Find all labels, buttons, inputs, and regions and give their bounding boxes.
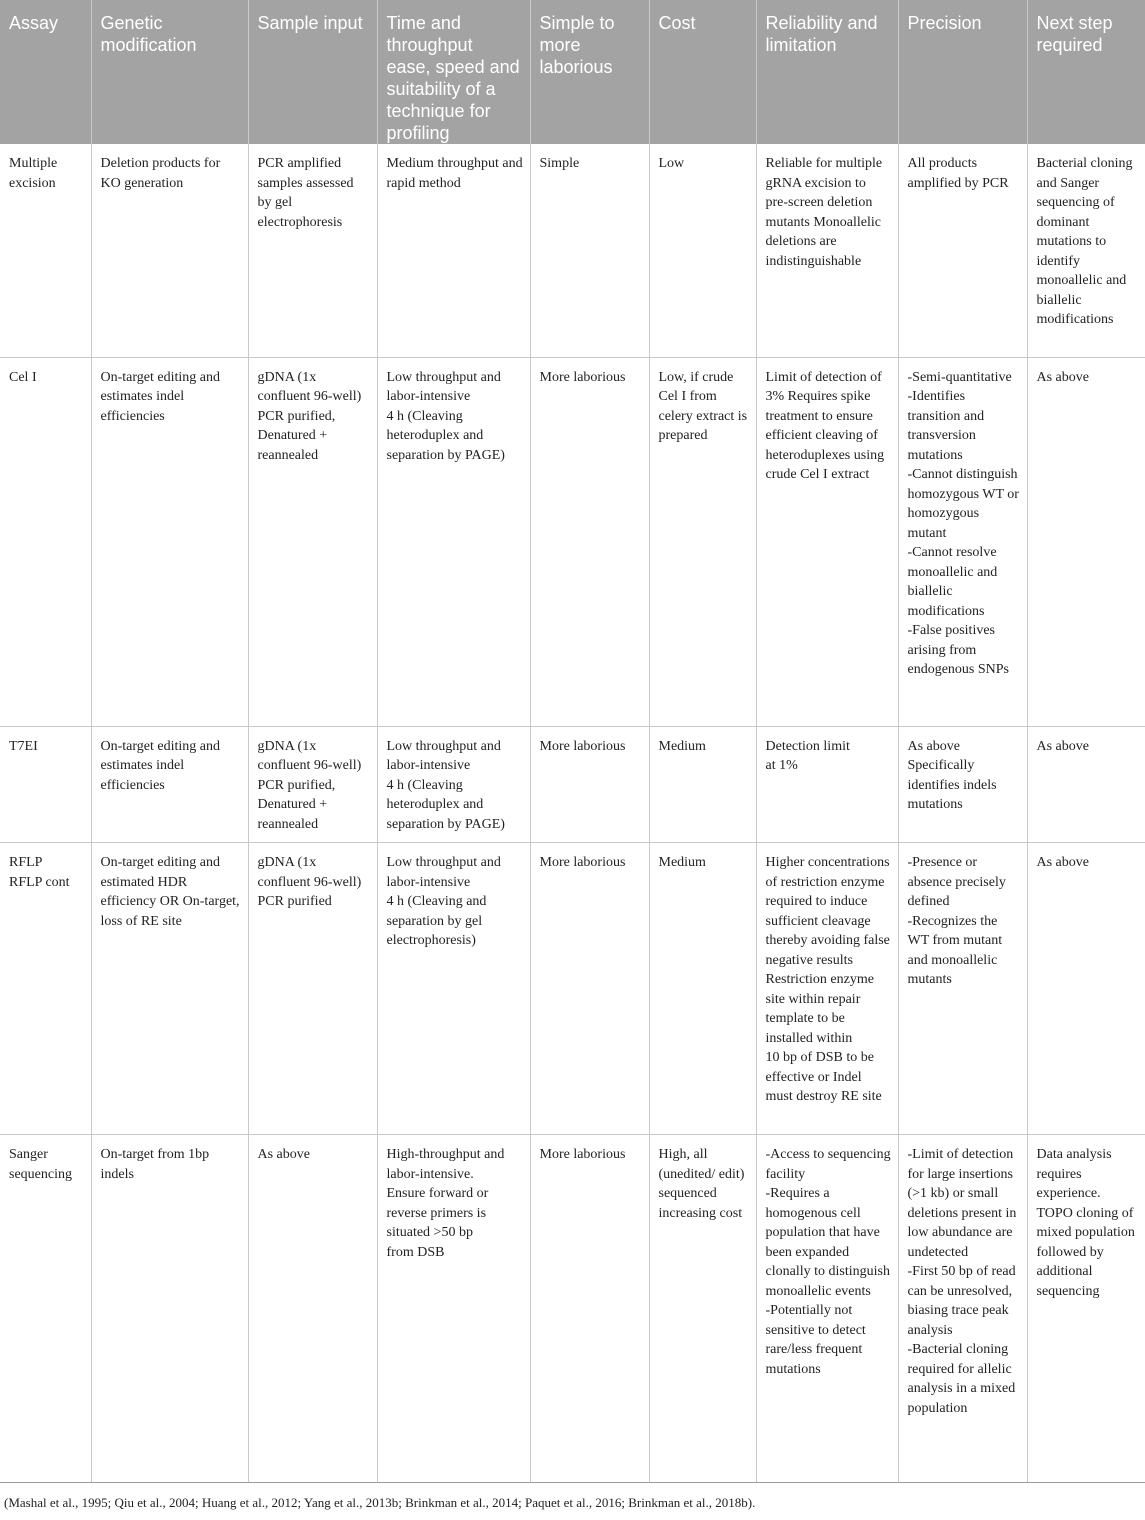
column-header-sample-input: Sample input	[248, 0, 377, 144]
cell-reliability: Limit of detection of 3% Requires spike treatment to ensure efficient cleaving of heteroduplexes using crude Cel I extract	[756, 357, 898, 726]
cell-reliability: Reliable for multiple gRNA excision to pre-screen deletion mutants Monoallelic deletions are indistinguishable	[756, 144, 898, 357]
cell-cost: Medium	[649, 726, 756, 843]
cell-time-throughput: High-throughput and labor-intensive. Ensure forward or reverse primers is situated >50 bp from DSB	[377, 1135, 530, 1483]
cell-precision: All products amplified by PCR	[898, 144, 1027, 357]
cell-time-throughput: Low throughput and labor-intensive 4 h (Cleaving and separation by gel electrophoresis)	[377, 843, 530, 1135]
cell-laboriousness: More laborious	[530, 357, 649, 726]
table-row	[0, 1135, 1145, 1483]
cell-next-step: As above	[1027, 726, 1145, 843]
column-header-precision: Precision	[898, 0, 1027, 144]
table-row	[0, 357, 1145, 726]
cell-laboriousness: More laborious	[530, 843, 649, 1135]
cell-reliability: Higher concentrations of restriction enzyme required to induce sufficient cleavage thereby avoiding false negative results Restriction enzyme site within repair template to be installed within 10 bp of DSB to be effective or Indel must destroy RE site	[756, 843, 898, 1135]
column-header-assay: Assay	[0, 0, 91, 144]
cell-assay: Sanger sequencing	[0, 1135, 91, 1483]
cell-assay: Multiple excision	[0, 144, 91, 357]
cell-genetic-modification: On-target editing and estimated HDR efficiency OR On-target, loss of RE site	[91, 843, 248, 1135]
column-header-genetic-modification: Genetic modification	[91, 0, 248, 144]
cell-genetic-modification: On-target from 1bp indels	[91, 1135, 248, 1483]
cell-sample-input: gDNA (1x confluent 96-well) PCR purified, Denatured + reannealed	[248, 357, 377, 726]
cell-sample-input: As above	[248, 1135, 377, 1483]
cell-precision: -Presence or absence precisely defined -Recognizes the WT from mutant and monoallelic mutants	[898, 843, 1027, 1135]
column-header-next-step: Next step required	[1027, 0, 1145, 144]
cell-time-throughput: Medium throughput and rapid method	[377, 144, 530, 357]
cell-next-step: As above	[1027, 357, 1145, 726]
cell-cost: Medium	[649, 843, 756, 1135]
cell-cost: High, all (unedited/ edit) sequenced increasing cost	[649, 1135, 756, 1483]
cell-reliability: Detection limit at 1%	[756, 726, 898, 843]
table-footnote: (Mashal et al., 1995; Qiu et al., 2004; Huang et al., 2012; Yang et al., 2013b; Brinkman et al., 2014; Paquet et al., 2016; Brinkman et al., 2018b).	[4, 1495, 756, 1510]
table-row	[0, 726, 1145, 843]
column-header-time-throughput: Time and throughput ease, speed and suitability of a technique for profiling	[377, 0, 530, 144]
cell-next-step: Bacterial cloning and Sanger sequencing of dominant mutations to identify monoallelic and biallelic modifications	[1027, 144, 1145, 357]
cell-precision: -Semi-quantitative -Identifies transition and transversion mutations -Cannot distinguish homozygous WT or homozygous mutant -Cannot resolve monoallelic and biallelic modifications -False positives arising from endogenous SNPs	[898, 357, 1027, 726]
cell-time-throughput: Low throughput and labor-intensive 4 h (Cleaving heteroduplex and separation by PAGE)	[377, 726, 530, 843]
table-body	[0, 144, 1145, 1483]
cell-precision: As above Specifically identifies indels mutations	[898, 726, 1027, 843]
cell-assay: Cel I	[0, 357, 91, 726]
table-row	[0, 144, 1145, 357]
cell-sample-input: gDNA (1x confluent 96-well) PCR purified	[248, 843, 377, 1135]
cell-precision: -Limit of detection for large insertions (>1 kb) or small deletions present in low abundance are undetected -First 50 bp of read can be unresolved, biasing trace peak analysis -Bacterial cloning required for allelic analysis in a mixed population	[898, 1135, 1027, 1483]
cell-laboriousness: More laborious	[530, 1135, 649, 1483]
table-header	[0, 0, 1145, 144]
cell-time-throughput: Low throughput and labor-intensive 4 h (Cleaving heteroduplex and separation by PAGE)	[377, 357, 530, 726]
table-row	[0, 843, 1145, 1135]
cell-assay: T7EI	[0, 726, 91, 843]
cell-genetic-modification: On-target editing and estimates indel efficiencies	[91, 357, 248, 726]
cell-laboriousness: Simple	[530, 144, 649, 357]
cell-genetic-modification: Deletion products for KO generation	[91, 144, 248, 357]
cell-cost: Low	[649, 144, 756, 357]
column-header-laboriousness: Simple to more laborious	[530, 0, 649, 144]
cell-cost: Low, if crude Cel I from celery extract is prepared	[649, 357, 756, 726]
column-header-cost: Cost	[649, 0, 756, 144]
cell-next-step: Data analysis requires experience. TOPO cloning of mixed population followed by additional sequencing	[1027, 1135, 1145, 1483]
cell-reliability: -Access to sequencing facility -Requires a homogenous cell population that have been expanded clonally to distinguish monoallelic events -Potentially not sensitive to detect rare/less frequent mutations	[756, 1135, 898, 1483]
cell-sample-input: gDNA (1x confluent 96-well) PCR purified, Denatured + reannealed	[248, 726, 377, 843]
column-header-reliability: Reliability and limitation	[756, 0, 898, 144]
cell-assay: RFLP RFLP cont	[0, 843, 91, 1135]
cell-next-step: As above	[1027, 843, 1145, 1135]
header-row	[0, 0, 1145, 144]
cell-genetic-modification: On-target editing and estimates indel efficiencies	[91, 726, 248, 843]
cell-laboriousness: More laborious	[530, 726, 649, 843]
cell-sample-input: PCR amplified samples assessed by gel electrophoresis	[248, 144, 377, 357]
